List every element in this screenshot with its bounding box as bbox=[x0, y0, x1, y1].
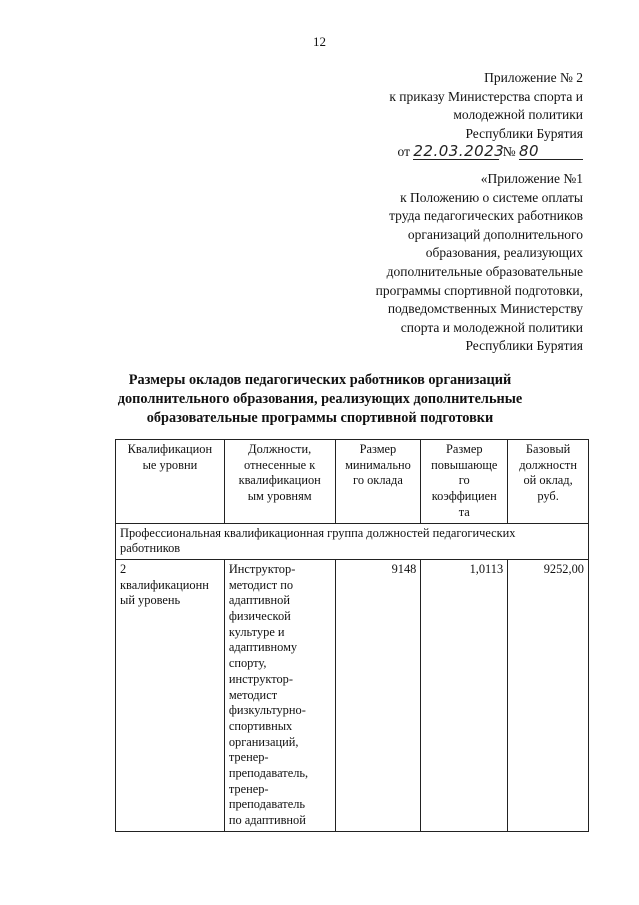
header-base-salary: Базовый должностн ой оклад, руб. bbox=[508, 440, 589, 524]
appendix-1-line: труда педагогических работников bbox=[389, 208, 583, 224]
appendix-1-line: Республики Бурятия bbox=[465, 338, 583, 354]
title-line: Размеры окладов педагогических работников организаций bbox=[128, 372, 512, 388]
appendix-2-line: Приложение № 2 bbox=[484, 70, 583, 85]
appendix-1-line: «Приложение №1 bbox=[480, 171, 583, 186]
group-row bbox=[116, 523, 589, 559]
table-header-row bbox=[116, 440, 589, 524]
appendix-1-line: организаций дополнительного bbox=[407, 226, 583, 242]
order-number: 80 bbox=[519, 144, 583, 160]
appendix-2-line: к приказу Министерства спорта и bbox=[389, 88, 583, 104]
header-coefficient: Размер повышающе го коэффициен та bbox=[421, 440, 508, 524]
document-title bbox=[100, 371, 540, 428]
appendix-2-line: Республики Бурятия bbox=[465, 125, 583, 141]
header-positions: Должности, отнесенные к квалификацион ым уровням bbox=[224, 440, 335, 524]
appendix-2-line: молодежной политики bbox=[453, 107, 583, 123]
level-cell: 2 квалификационн ый уровень bbox=[116, 559, 225, 831]
header-qualification-levels: Квалификацион ые уровни bbox=[116, 440, 225, 524]
base-salary-cell: 9252,00 bbox=[508, 559, 589, 831]
title-line: образовательные программы спортивной подготовки bbox=[146, 410, 494, 426]
appendix-1-line: к Положению о системе оплаты bbox=[400, 189, 583, 205]
table-row bbox=[116, 559, 589, 831]
appendix-1-line: образования, реализующих bbox=[425, 245, 583, 261]
appendix-1-line: программы спортивной подготовки, bbox=[375, 282, 583, 298]
appendix-1-line: дополнительные образовательные bbox=[386, 263, 583, 279]
header-min-salary: Размер минимально го оклада bbox=[335, 440, 421, 524]
appendix-1-header bbox=[376, 170, 583, 356]
title-line: дополнительного образования, реализующих дополнительные bbox=[117, 391, 523, 407]
order-date-line bbox=[389, 143, 583, 162]
group-cell: Профессиональная квалификационная группа должностей педагогических работников bbox=[116, 523, 589, 559]
appendix-1-line: спорта и молодежной политики bbox=[400, 319, 583, 335]
appendix-1-line: подведомственных Министерству bbox=[387, 301, 583, 317]
order-date: 22.03.2023 bbox=[413, 142, 505, 161]
min-salary-cell: 9148 bbox=[335, 559, 421, 831]
number-prefix: № bbox=[502, 144, 516, 160]
date-prefix: от bbox=[397, 144, 410, 160]
salary-table bbox=[115, 439, 589, 832]
coefficient-cell: 1,0113 bbox=[421, 559, 508, 831]
positions-cell: Инструктор- методист по адаптивной физической культуре и адаптивному спорту, инструктор- методист физкультурно- спортивных организаций, тренер- преподаватель, тренер- преподаватель по адаптивной bbox=[224, 559, 335, 831]
appendix-2-header bbox=[389, 69, 583, 162]
page-number: 12 bbox=[313, 34, 326, 49]
